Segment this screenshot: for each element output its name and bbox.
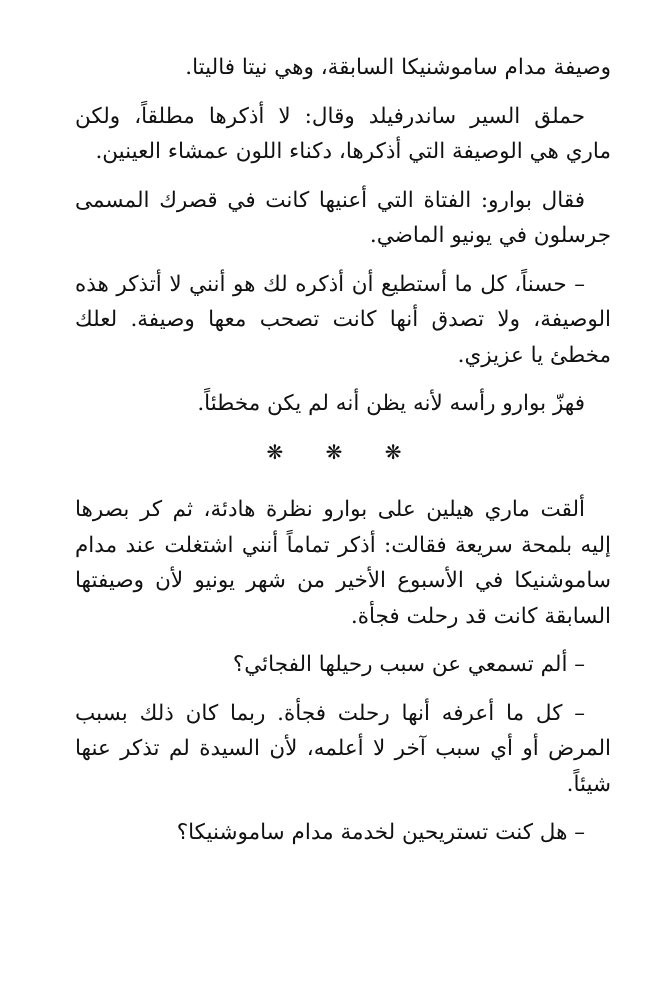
dialogue-paragraph: – هل كنت تستريحين لخدمة مدام ساموشنيكا؟ xyxy=(176,820,585,845)
section-separator: ❋ ❋ ❋ xyxy=(266,439,420,464)
book-page xyxy=(75,50,611,864)
paragraph: ألقت ماري هيلين على بوارو نظرة هادئة، ثم كر بصرها إليه بلمحة سريعة فقالت: أذكر تماماً أنني اشتغلت عند مدام ساموشنيكا في الأسبوع الأخير من شهر يونيو لأن وصيفتها السابقة كانت قد رحلت فجأة. xyxy=(75,497,611,629)
paragraph: وصيفة مدام ساموشنيكا السابقة، وهي نيتا فاليتا. xyxy=(185,55,611,80)
paragraph: حملق السير ساندرفيلد وقال: لا أذكرها مطلقاً، ولكن ماري هي الوصيفة التي أذكرها، دكناء اللون عمشاء العينين. xyxy=(75,103,611,164)
dialogue-paragraph: – ألم تسمعي عن سبب رحيلها الفجائي؟ xyxy=(232,652,585,677)
paragraph: فهزّ بوارو رأسه لأنه يظن أنه لم يكن مخطئاً. xyxy=(197,391,585,416)
dialogue-paragraph: – كل ما أعرفه أنها رحلت فجأة. ربما كان ذلك بسبب المرض أو أي سبب آخر لا أعلمه، لأن السيدة لم تذكر عنها شيئاً. xyxy=(75,700,611,797)
paragraph: فقال بوارو: الفتاة التي أعنيها كانت في قصرك المسمى جرسلون في يونيو الماضي. xyxy=(75,187,611,248)
dialogue-paragraph: – حسناً، كل ما أستطيع أن أذكره لك هو أنني لا أتذكر هذه الوصيفة، ولا تصدق أنها كانت تصحب معها وصيفة. لعلك مخطئ يا عزيزي. xyxy=(75,271,611,368)
